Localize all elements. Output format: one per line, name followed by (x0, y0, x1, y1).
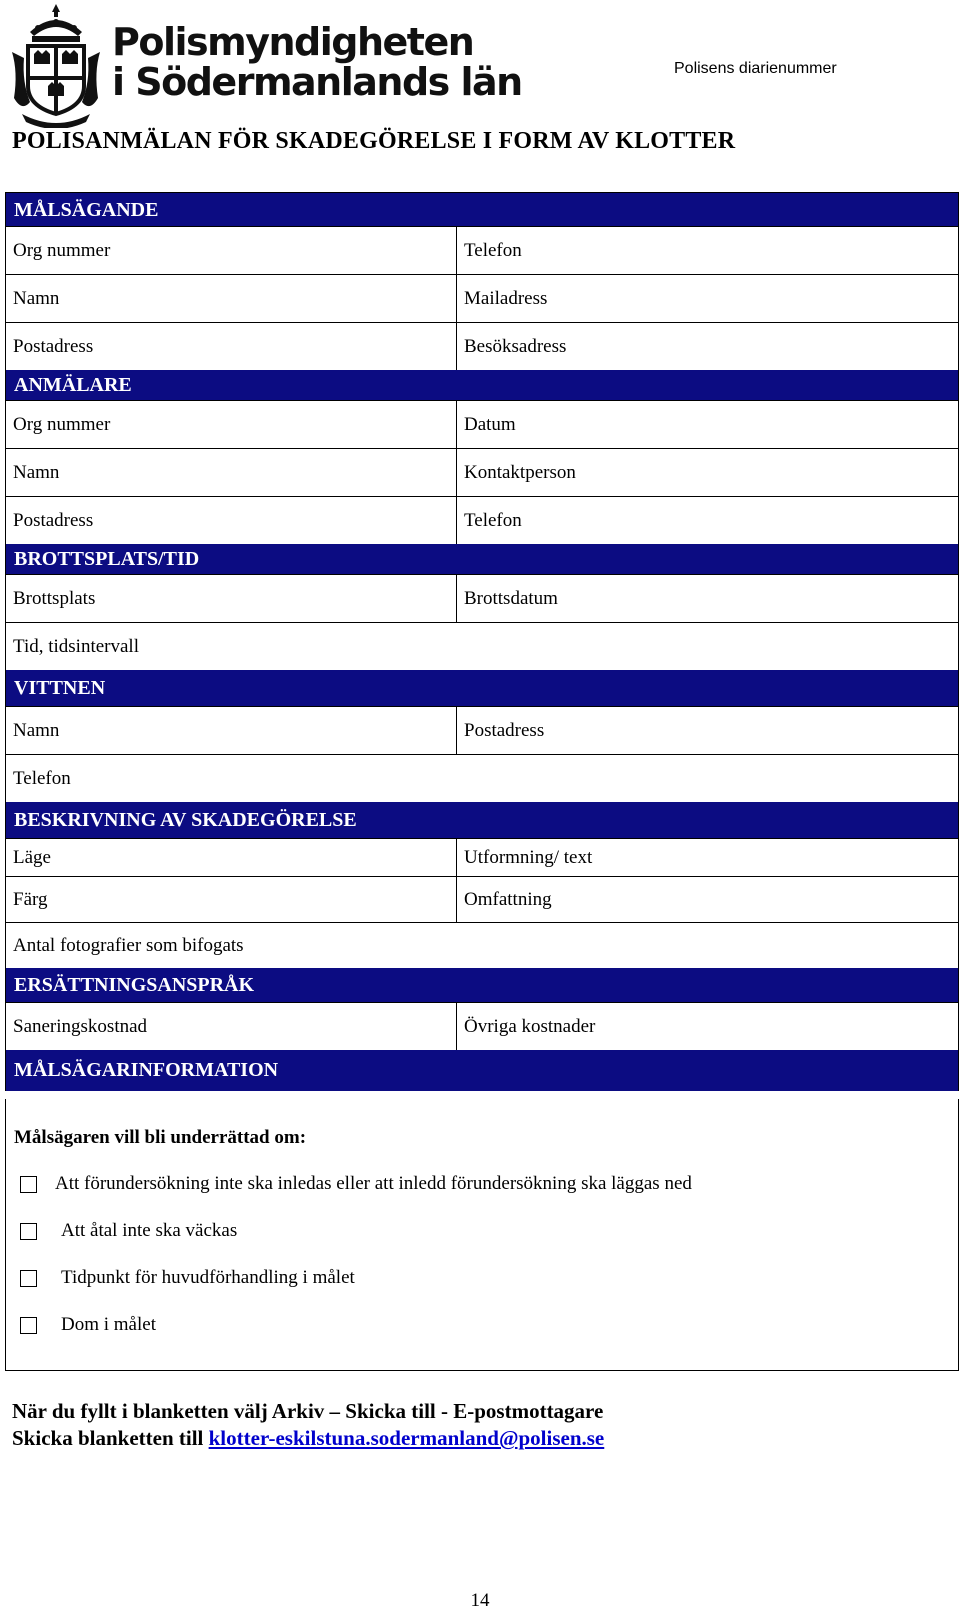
brottsdatum-field[interactable]: Brottsdatum (456, 574, 959, 623)
form-row (5, 922, 959, 969)
form-row (5, 754, 959, 803)
form-row (5, 274, 959, 323)
lage-field[interactable]: Läge (5, 838, 457, 877)
police-emblem-logo (8, 2, 104, 128)
section-header-ersattning: ERSÄTTNINGSANSPRÅK (5, 968, 959, 1003)
form-row (5, 838, 959, 877)
tidsintervall-field[interactable]: Tid, tidsintervall (5, 622, 959, 671)
malsagande-mail-field[interactable]: Mailadress (456, 274, 959, 323)
anmalare-org-field[interactable]: Org nummer (5, 400, 457, 449)
malsagande-org-field[interactable]: Org nummer (5, 226, 457, 275)
farg-field[interactable]: Färg (5, 876, 457, 923)
saneringskostnad-field[interactable]: Saneringskostnad (5, 1002, 457, 1051)
ovriga-kostnader-field[interactable]: Övriga kostnader (456, 1002, 959, 1051)
malsagande-besoksadress-field[interactable]: Besöksadress (456, 322, 959, 371)
anmalare-kontaktperson-field[interactable]: Kontaktperson (456, 448, 959, 497)
agency-name-line1: Polismyndigheten (112, 20, 474, 64)
instructions-line: När du fyllt i blanketten välj Arkiv – Skicka till - E-postmottagare (12, 1399, 604, 1423)
option-label: Tidpunkt för huvudförhandling i målet (61, 1267, 355, 1288)
section-header-beskrivning: BESKRIVNING AV SKADEGÖRELSE (5, 802, 959, 839)
vittne-telefon-field[interactable]: Telefon (5, 754, 959, 803)
diarienummer-label: Polisens diarienummer (674, 60, 837, 77)
email-link[interactable]: klotter-eskilstuna.sodermanland@polisen.se (208, 1426, 605, 1450)
anmalare-namn-field[interactable]: Namn (5, 448, 457, 497)
notify-option-atal[interactable] (20, 1220, 237, 1242)
send-to-line (12, 1426, 604, 1451)
page-number: 14 (470, 1590, 490, 1611)
anmalare-postadress-field[interactable]: Postadress (5, 496, 457, 545)
notify-option-forundersokning[interactable] (20, 1173, 692, 1195)
form-title: POLISANMÄLAN FÖR SKADEGÖRELSE I FORM AV KLOTTER (12, 128, 736, 154)
form-row (5, 448, 959, 497)
section-header-anmalare: ANMÄLARE (5, 370, 959, 401)
form-row (5, 706, 959, 755)
malsagande-telefon-field[interactable]: Telefon (456, 226, 959, 275)
option-label: Att åtal inte ska väckas (61, 1220, 238, 1241)
section-header-brottsplats: BROTTSPLATS/TID (5, 544, 959, 575)
antal-fotografier-field[interactable]: Antal fotografier som bifogats (5, 922, 959, 969)
option-label: Att förundersökning inte ska inledas eller att inledd förundersökning ska läggas ned (55, 1173, 692, 1194)
form-row (5, 1002, 959, 1051)
section-header-malsagande: MÅLSÄGANDE (5, 192, 959, 227)
brottsplats-field[interactable]: Brottsplats (5, 574, 457, 623)
utformning-text-field[interactable]: Utformning/ text (456, 838, 959, 877)
vittne-postadress-field[interactable]: Postadress (456, 706, 959, 755)
form-row (5, 322, 959, 371)
form-row (5, 622, 959, 671)
form-row (5, 876, 959, 923)
checkbox[interactable] (20, 1317, 37, 1334)
form-row (5, 226, 959, 275)
form-row (5, 574, 959, 623)
section-header-malsagarinfo: MÅLSÄGARINFORMATION (5, 1050, 959, 1091)
malsagande-namn-field[interactable]: Namn (5, 274, 457, 323)
omfattning-field[interactable]: Omfattning (456, 876, 959, 923)
checkbox[interactable] (20, 1223, 37, 1240)
section-header-vittnen: VITTNEN (5, 670, 959, 707)
notify-option-huvudforhandling[interactable] (20, 1267, 355, 1289)
agency-name (112, 22, 522, 102)
send-to-prefix: Skicka blanketten till (12, 1426, 209, 1450)
checkbox[interactable] (20, 1176, 37, 1193)
checkbox[interactable] (20, 1270, 37, 1287)
info-intro-text: Målsägaren vill bli underrättad om: (14, 1127, 307, 1148)
form-row (5, 400, 959, 449)
anmalare-datum-field[interactable]: Datum (456, 400, 959, 449)
notify-option-dom[interactable] (20, 1314, 156, 1336)
option-label: Dom i målet (61, 1314, 156, 1335)
vittne-namn-field[interactable]: Namn (5, 706, 457, 755)
malsagande-postadress-field[interactable]: Postadress (5, 322, 457, 371)
malsagarinformation-box (5, 1099, 959, 1371)
anmalare-telefon-field[interactable]: Telefon (456, 496, 959, 545)
agency-name-line2: i Södermanlands län (112, 60, 522, 104)
form-row (5, 496, 959, 545)
